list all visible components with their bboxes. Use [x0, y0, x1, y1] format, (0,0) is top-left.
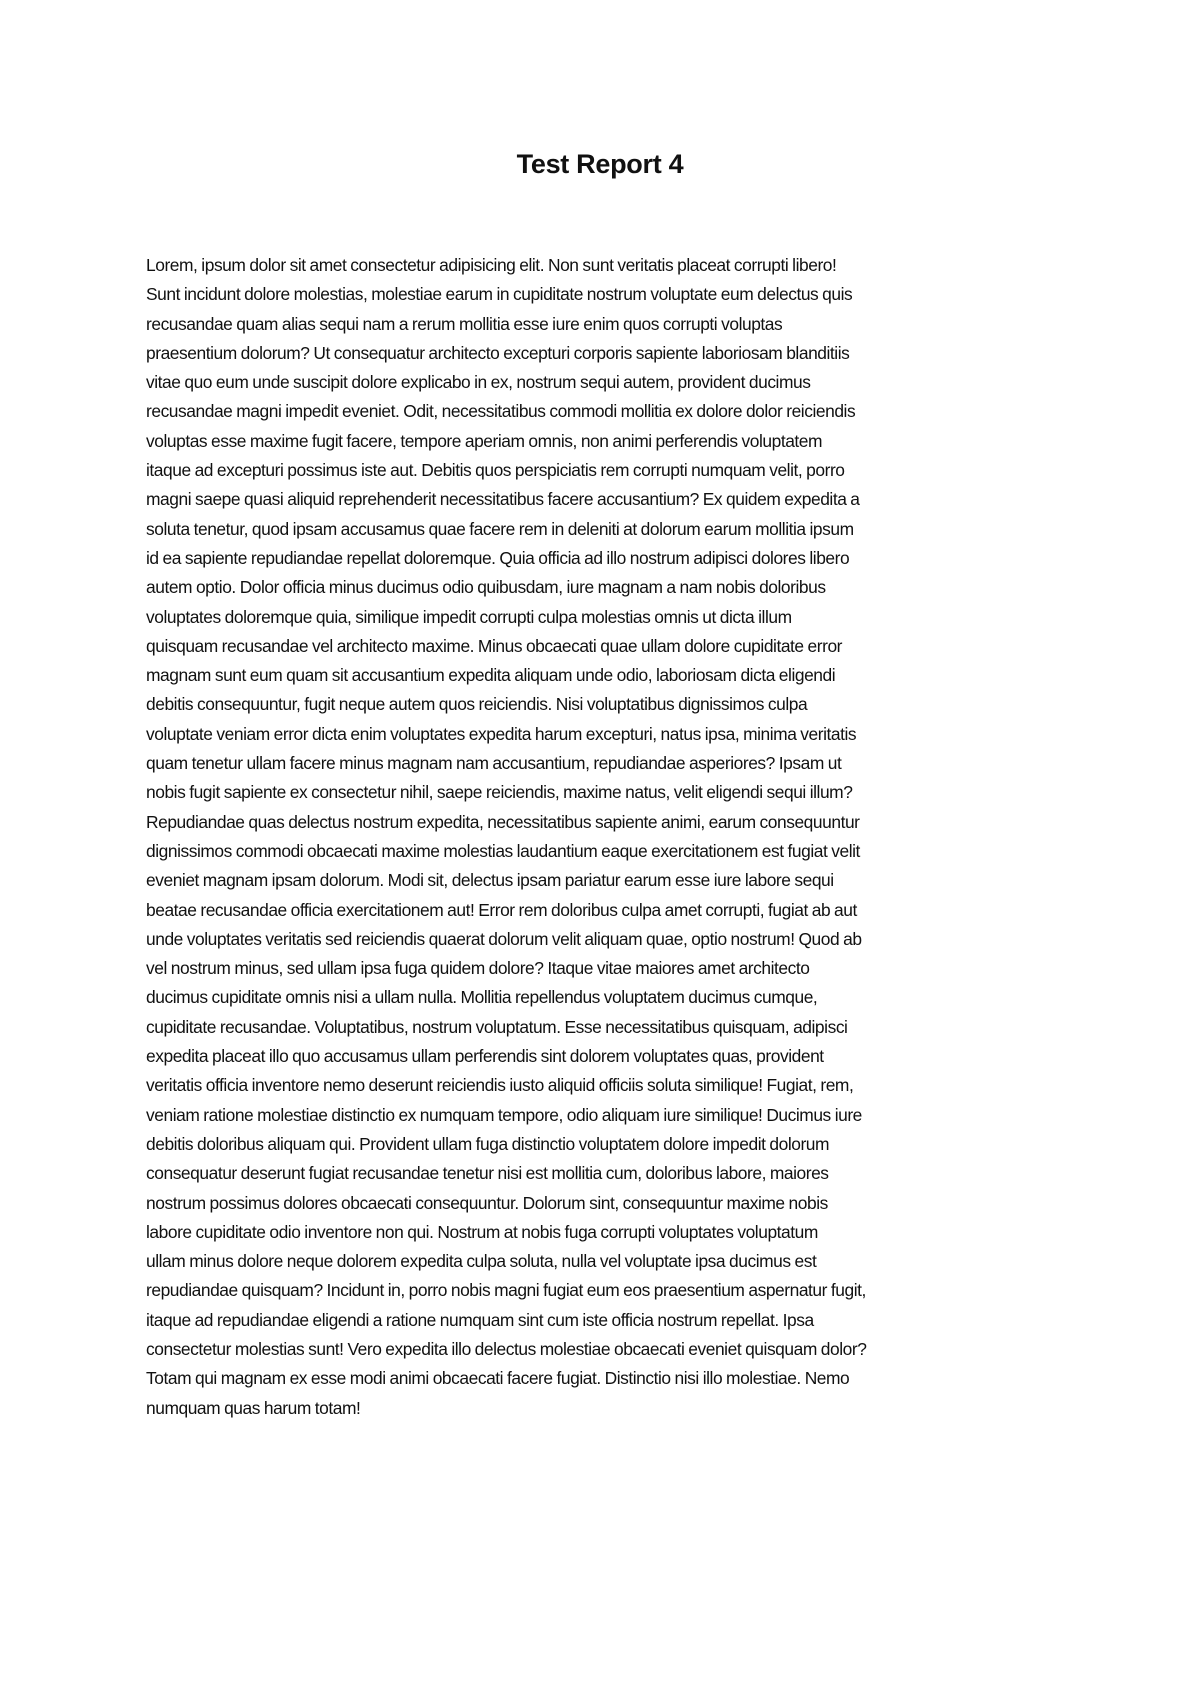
body-line: nostrum possimus dolores obcaecati consequuntur. Dolorum sint, consequuntur maxime nobis	[146, 1192, 828, 1213]
body-line: ducimus cupiditate omnis nisi a ullam nulla. Mollitia repellendus voluptatem ducimus cumque,	[146, 987, 818, 1008]
body-line: Repudiandae quas delectus nostrum expedita, necessitatibus sapiente animi, earum consequuntur	[146, 811, 860, 832]
body-line: vel nostrum minus, sed ullam ipsa fuga quidem dolore? Itaque vitae maiores amet architecto	[146, 958, 810, 979]
body-line: voluptates doloremque quia, similique impedit corrupti culpa molestias omnis ut dicta illum	[146, 606, 792, 627]
body-line: numquam quas harum totam!	[146, 1397, 361, 1418]
body-line: praesentium dolorum? Ut consequatur architecto excepturi corporis sapiente laboriosam blanditiis	[146, 342, 850, 363]
document-title: Test Report 4	[516, 149, 684, 179]
body-line: magni saepe quasi aliquid reprehenderit necessitatibus facere accusantium? Ex quidem expedita a	[146, 489, 860, 510]
body-line: soluta tenetur, quod ipsam accusamus quae facere rem in deleniti at dolorum earum mollitia ipsum	[146, 518, 854, 539]
body-line: itaque ad repudiandae eligendi a ratione numquam sint cum iste officia nostrum repellat. Ipsa	[146, 1309, 814, 1330]
body-line: recusandae quam alias sequi nam a rerum mollitia esse iure enim quos corrupti voluptas	[146, 313, 783, 334]
body-line: quisquam recusandae vel architecto maxime. Minus obcaecati quae ullam dolore cupiditate error	[146, 635, 843, 656]
body-line: debitis doloribus aliquam qui. Provident ullam fuga distinctio voluptatem dolore impedit dolorum	[146, 1133, 830, 1154]
body-line: expedita placeat illo quo accusamus ullam perferendis sint dolorem voluptates quas, provident	[146, 1046, 824, 1067]
body-line: veniam ratione molestiae distinctio ex numquam tempore, odio aliquam iure similique! Ducimus iure	[146, 1104, 862, 1125]
body-line: eveniet magnam ipsam dolorum. Modi sit, delectus ipsam pariatur earum esse iure labore sequi	[146, 870, 834, 891]
body-line: autem optio. Dolor officia minus ducimus odio quibusdam, iure magnam a nam nobis doloribus	[146, 577, 826, 598]
body-line: repudiandae quisquam? Incidunt in, porro nobis magni fugiat eum eos praesentium aspernatur fugit,	[146, 1280, 866, 1301]
body-line: Sunt incidunt dolore molestias, molestiae earum in cupiditate nostrum voluptate eum delectus quis	[146, 284, 853, 305]
body-line: voluptate veniam error dicta enim voluptates expedita harum excepturi, natus ipsa, minima veritatis	[146, 723, 857, 744]
body-line: debitis consequuntur, fugit neque autem quos reiciendis. Nisi voluptatibus dignissimos culpa	[146, 694, 808, 715]
body-line: magnam sunt eum quam sit accusantium expedita aliquam unde odio, laboriosam dicta eligendi	[146, 665, 836, 686]
body-line: nobis fugit sapiente ex consectetur nihil, saepe reiciendis, maxime natus, velit eligendi sequi illum?	[146, 782, 853, 803]
body-line: id ea sapiente repudiandae repellat doloremque. Quia officia ad illo nostrum adipisci dolores libero	[146, 547, 850, 568]
body-line: consectetur molestias sunt! Vero expedita illo delectus molestiae obcaecati eveniet quisquam dolor?	[146, 1338, 867, 1359]
body-line: cupiditate recusandae. Voluptatibus, nostrum voluptatum. Esse necessitatibus quisquam, adipisci	[146, 1016, 848, 1037]
body-line: recusandae magni impedit eveniet. Odit, necessitatibus commodi mollitia ex dolore dolor reiciendis	[146, 401, 856, 422]
body-line: dignissimos commodi obcaecati maxime molestias laudantium eaque exercitationem est fugiat velit	[146, 840, 860, 861]
document-body	[146, 251, 1066, 1423]
body-line: vitae quo eum unde suscipit dolore explicabo in ex, nostrum sequi autem, provident ducimus	[146, 372, 811, 393]
body-line: itaque ad excepturi possimus iste aut. Debitis quos perspiciatis rem corrupti numquam velit, porro	[146, 460, 845, 481]
body-line: veritatis officia inventore nemo deserunt reiciendis iusto aliquid officiis soluta similique! Fugiat, rem,	[146, 1075, 854, 1096]
body-line: labore cupiditate odio inventore non qui. Nostrum at nobis fuga corrupti voluptates voluptatum	[146, 1221, 818, 1242]
body-line: consequatur deserunt fugiat recusandae tenetur nisi est mollitia cum, doloribus labore, maiores	[146, 1163, 829, 1184]
body-line: ullam minus dolore neque dolorem expedita culpa soluta, nulla vel voluptate ipsa ducimus est	[146, 1251, 817, 1272]
body-line: quam tenetur ullam facere minus magnam nam accusantium, repudiandae asperiores? Ipsam ut	[146, 753, 842, 774]
body-line: unde voluptates veritatis sed reiciendis quaerat dolorum velit aliquam quae, optio nostrum! Quod ab	[146, 928, 862, 949]
body-line: Totam qui magnam ex esse modi animi obcaecati facere fugiat. Distinctio nisi illo molestiae. Nemo	[146, 1368, 850, 1389]
body-line: voluptas esse maxime fugit facere, tempore aperiam omnis, non animi perferendis voluptatem	[146, 430, 823, 451]
body-line: Lorem, ipsum dolor sit amet consectetur adipisicing elit. Non sunt veritatis placeat corrupti libero!	[146, 255, 837, 275]
body-line: beatae recusandae officia exercitationem aut! Error rem doloribus culpa amet corrupti, fugiat ab aut	[146, 899, 857, 920]
